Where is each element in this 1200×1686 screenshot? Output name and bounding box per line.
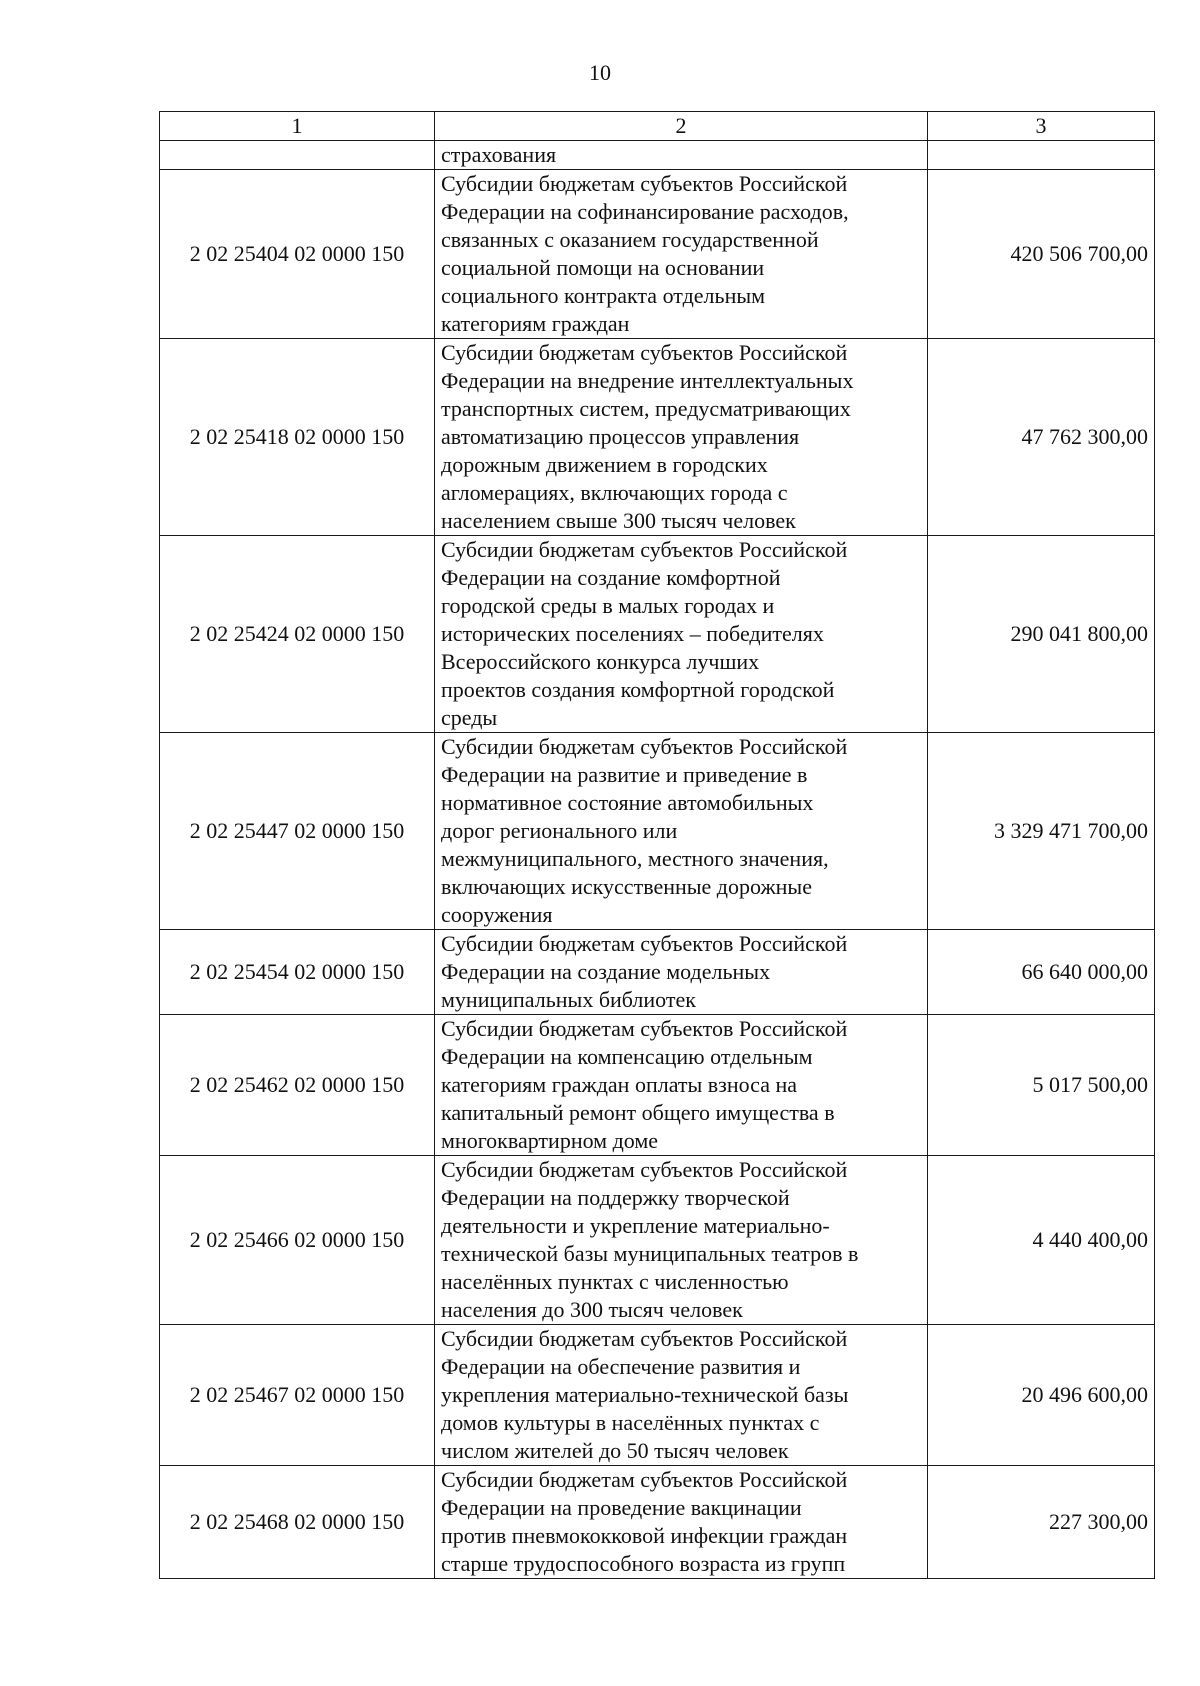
description-line: Субсидии бюджетам субъектов Российской — [441, 340, 848, 365]
table-row — [160, 141, 1155, 170]
budget-code-cell: 2 02 25454 02 0000 150 — [160, 930, 435, 1015]
description-line: связанных с оказанием государственной — [441, 227, 819, 252]
amount-cell — [928, 141, 1155, 170]
budget-code-cell — [160, 141, 435, 170]
description-cell — [435, 339, 928, 536]
table-row — [160, 1325, 1155, 1466]
column-header-amount: 3 — [928, 112, 1155, 141]
description-line: населением свыше 300 тысяч человек — [441, 508, 796, 533]
description-line: против пневмококковой инфекции граждан — [441, 1523, 848, 1548]
description-line: категориям граждан оплаты взноса на — [441, 1072, 798, 1097]
amount-cell: 47 762 300,00 — [928, 339, 1155, 536]
budget-code-cell: 2 02 25418 02 0000 150 — [160, 339, 435, 536]
description-line: Федерации на проведение вакцинации — [441, 1495, 802, 1520]
description-line: Федерации на софинансирование расходов, — [441, 199, 849, 224]
description-line: среды — [441, 705, 498, 730]
table-row — [160, 1466, 1155, 1579]
description-line: Субсидии бюджетам субъектов Российской — [441, 734, 848, 759]
budget-table — [159, 111, 1155, 1579]
description-line: муниципальных библиотек — [441, 987, 696, 1012]
description-line: автоматизацию процессов управления — [441, 424, 800, 449]
amount-cell: 420 506 700,00 — [928, 170, 1155, 339]
description-line: дорожным движением в городских — [441, 452, 768, 477]
description-line: домов культуры в населённых пунктах с — [441, 1410, 820, 1435]
description-line: Федерации на поддержку творческой — [441, 1185, 790, 1210]
description-line: транспортных систем, предусматривающих — [441, 396, 851, 421]
description-line: технической базы муниципальных театров в — [441, 1241, 859, 1266]
table-row — [160, 1015, 1155, 1156]
description-line: социального контракта отдельным — [441, 283, 766, 308]
description-line: укрепления материально-технической базы — [441, 1382, 849, 1407]
description-line: населённых пунктах с численностью — [441, 1269, 789, 1294]
description-line: Субсидии бюджетам субъектов Российской — [441, 1326, 848, 1351]
description-line: Федерации на обеспечение развития и — [441, 1354, 801, 1379]
description-line: нормативное состояние автомобильных — [441, 790, 814, 815]
table-header-row — [160, 112, 1155, 141]
description-line: деятельности и укрепление материально- — [441, 1213, 830, 1238]
description-line: Субсидии бюджетам субъектов Российской — [441, 1016, 848, 1041]
description-cell — [435, 930, 928, 1015]
description-cell — [435, 141, 928, 170]
budget-code-cell: 2 02 25462 02 0000 150 — [160, 1015, 435, 1156]
description-line: межмуниципального, местного значения, — [441, 846, 829, 871]
description-line: Федерации на создание модельных — [441, 959, 771, 984]
description-line: агломерациях, включающих города с — [441, 480, 788, 505]
description-line: Субсидии бюджетам субъектов Российской — [441, 1467, 848, 1492]
description-cell — [435, 1466, 928, 1579]
table-row — [160, 339, 1155, 536]
description-line: включающих искусственные дорожные — [441, 874, 812, 899]
description-line: капитальный ремонт общего имущества в — [441, 1100, 835, 1125]
amount-cell: 5 017 500,00 — [928, 1015, 1155, 1156]
description-cell — [435, 536, 928, 733]
column-header-description: 2 — [435, 112, 928, 141]
description-line: старше трудоспособного возраста из групп — [441, 1551, 846, 1576]
description-line: Федерации на создание комфортной — [441, 565, 781, 590]
description-line: Федерации на компенсацию отдельным — [441, 1044, 813, 1069]
column-header-code: 1 — [160, 112, 435, 141]
budget-code-cell: 2 02 25467 02 0000 150 — [160, 1325, 435, 1466]
budget-code-cell: 2 02 25466 02 0000 150 — [160, 1156, 435, 1325]
page-number: 10 — [589, 60, 611, 85]
description-cell — [435, 1156, 928, 1325]
amount-cell: 66 640 000,00 — [928, 930, 1155, 1015]
description-line: социальной помощи на основании — [441, 255, 765, 280]
description-cell — [435, 733, 928, 930]
description-line: Субсидии бюджетам субъектов Российской — [441, 1157, 848, 1182]
description-line: Федерации на внедрение интеллектуальных — [441, 368, 854, 393]
description-line: дорог регионального или — [441, 818, 678, 843]
description-line: Субсидии бюджетам субъектов Российской — [441, 931, 848, 956]
amount-cell: 290 041 800,00 — [928, 536, 1155, 733]
description-cell — [435, 1325, 928, 1466]
table-row — [160, 930, 1155, 1015]
description-line: городской среды в малых городах и — [441, 593, 775, 618]
table-row — [160, 170, 1155, 339]
amount-cell: 3 329 471 700,00 — [928, 733, 1155, 930]
amount-cell: 227 300,00 — [928, 1466, 1155, 1579]
description-line: Субсидии бюджетам субъектов Российской — [441, 171, 848, 196]
amount-cell: 20 496 600,00 — [928, 1325, 1155, 1466]
table-row — [160, 536, 1155, 733]
description-cell — [435, 170, 928, 339]
description-line: проектов создания комфортной городской — [441, 677, 835, 702]
description-cell — [435, 1015, 928, 1156]
description-line: Субсидии бюджетам субъектов Российской — [441, 537, 848, 562]
description-line: исторических поселениях – победителях — [441, 621, 824, 646]
description-line: многоквартирном доме — [441, 1128, 659, 1153]
description-line: Всероссийского конкурса лучших — [441, 649, 760, 674]
table-row — [160, 733, 1155, 930]
description-line: сооружения — [441, 902, 553, 927]
table-row — [160, 1156, 1155, 1325]
budget-code-cell: 2 02 25424 02 0000 150 — [160, 536, 435, 733]
table-body — [160, 141, 1155, 1579]
description-line: страхования — [441, 142, 557, 167]
budget-code-cell: 2 02 25447 02 0000 150 — [160, 733, 435, 930]
description-line: Федерации на развитие и приведение в — [441, 762, 808, 787]
description-line: населения до 300 тысяч человек — [441, 1297, 743, 1322]
budget-code-cell: 2 02 25404 02 0000 150 — [160, 170, 435, 339]
budget-code-cell: 2 02 25468 02 0000 150 — [160, 1466, 435, 1579]
description-line: категориям граждан — [441, 311, 630, 336]
description-line: числом жителей до 50 тысяч человек — [441, 1438, 789, 1463]
amount-cell: 4 440 400,00 — [928, 1156, 1155, 1325]
